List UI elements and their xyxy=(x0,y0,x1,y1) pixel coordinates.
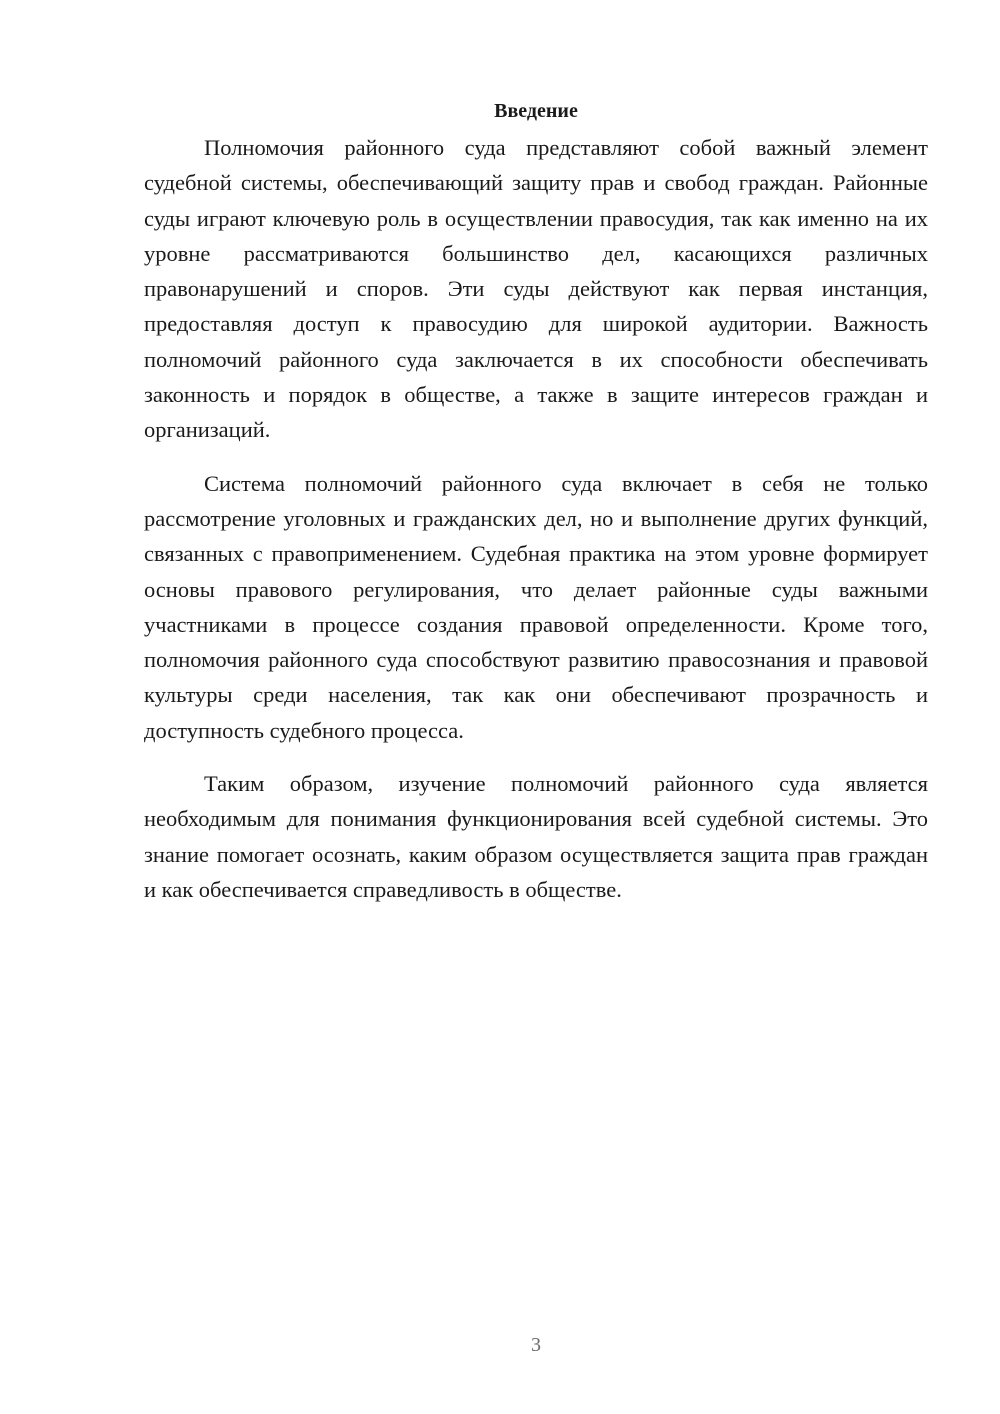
paragraph-1: Полномочия районного суда представляют собой важный элемент судебной системы, обеспечивающий защиту прав и свобод граждан. Районные суды играют ключевую роль в осуществлении правосудия, так как именно на их уровне рассматриваются большинство дел, касающихся различных правонарушений и споров. Эти суды действуют как первая инстанция, предоставляя доступ к правосудию для широкой аудитории. Важность полномочий районного суда заключается в их способности обеспечивать законность и порядок в обществе, а также в защите интересов граждан и организаций. xyxy=(144,135,928,443)
page-content xyxy=(144,96,928,907)
page-number: 3 xyxy=(531,1334,541,1356)
paragraph-2: Система полномочий районного суда включает в себя не только рассмотрение уголовных и гражданских дел, но и выполнение других функций, связанных с правоприменением. Судебная практика на этом уровне формирует основы правового регулирования, что делает районные суды важными участниками в процессе создания правовой определенности. Кроме того, полномочия районного суда способствуют развитию правосознания и правовой культуры среди населения, так как они обеспечивают прозрачность и доступность судебного процесса. xyxy=(144,470,928,743)
section-heading: Введение xyxy=(494,100,578,122)
paragraph-3: Таким образом, изучение полномочий районного суда является необходимым для понимания функционирования всей судебной системы. Это знание помогает осознать, каким образом осуществляется защита прав граждан и как обеспечивается справедливость в обществе. xyxy=(144,771,928,902)
